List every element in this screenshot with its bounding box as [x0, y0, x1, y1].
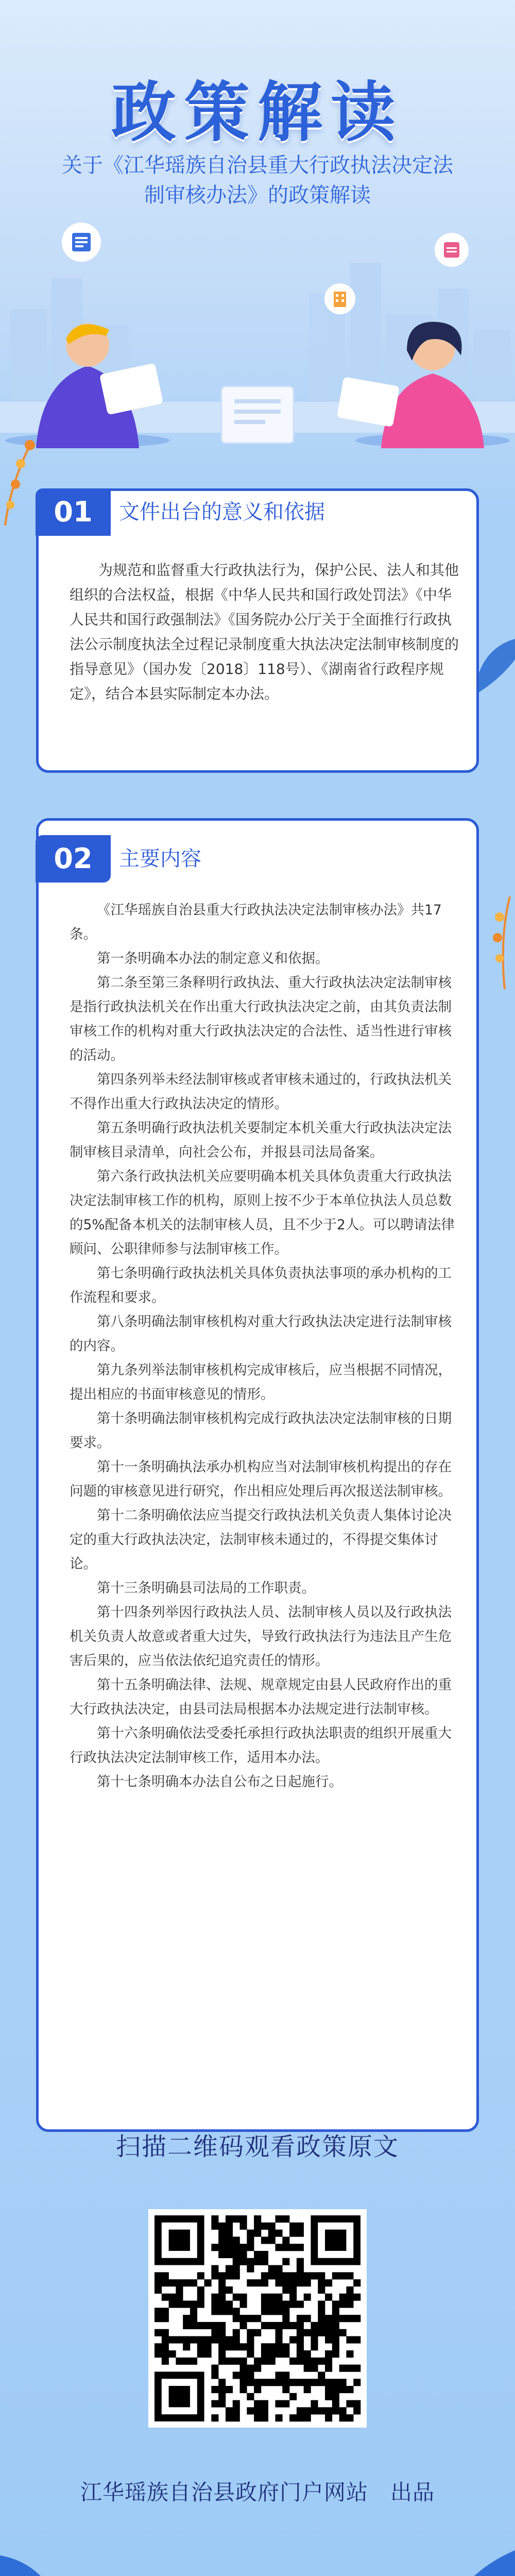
content-paragraph: 第七条明确行政执法机关具体负责执法事项的承办机构的工作流程和要求。	[70, 1265, 452, 1306]
footer-credit: 江华瑶族自治县政府门户网站 出品	[80, 2480, 435, 2505]
section-card-1	[36, 488, 479, 773]
content-paragraph: 第十二条明确依法应当提交行政执法机关负责人集体讨论决定的重大行政执法决定，法制审核未通过的，不得提交集体讨论。	[70, 1507, 452, 1572]
content-paragraph: 第十三条明确县司法局的工作职责。	[97, 1580, 315, 1596]
leaf-decoration-right-2	[479, 896, 515, 989]
content-paragraph: 第十六条明确依法受委托承担行政执法职责的组织开展重大行政执法决定法制审核工作，适用本办法。	[70, 1725, 452, 1766]
qr-code-image	[148, 2209, 367, 2428]
content-paragraph: 第八条明确法制审核机构对重大行政执法决定进行法制审核的内容。	[70, 1314, 452, 1354]
content-paragraph: 第十四条列举因行政执法人员、法制审核人员以及行政执法机关负责人故意或者重大过失，导致行政执法行为违法且产生危害后果的，应当依法依纪追究责任的情形。	[70, 1604, 452, 1669]
content-paragraph: 第一条明确本办法的制定意义和依据。	[97, 951, 329, 967]
section-title-1: 文件出台的意义和依据	[119, 500, 325, 524]
content-paragraph: 《江华瑶族自治县重大行政执法决定法制审核办法》共17条。	[70, 902, 442, 942]
scan-qr-label: 扫描二维码观看政策原文	[115, 2132, 399, 2161]
document-icon	[61, 222, 102, 263]
content-paragraph: 第五条明确行政执法机关要制定本机关重大行政执法决定法制审核目录清单，向社会公布，并报县司法局备案。	[70, 1120, 452, 1160]
section-card-2	[36, 818, 479, 2132]
section-body-2	[70, 898, 461, 1794]
content-paragraph: 第十五条明确法律、法规、规章规定由县人民政府作出的重大行政执法决定，由县司法局根据本办法规定进行法制审核。	[70, 1677, 452, 1717]
page-title: 政策解读	[111, 75, 404, 150]
page-subtitle: 关于《江华瑶族自治县重大行政执法决定法制审核办法》的政策解读	[62, 154, 453, 207]
content-paragraph: 第十条明确法制审核机构完成行政执法决定法制审核的日期要求。	[70, 1411, 452, 1451]
section-body-1: 为规范和监督重大行政执法行为，保护公民、法人和其他组织的合法权益，根据《中华人民共和国行政处罚法》《中华人民共和国行政强制法》《国务院办公厅关于全面推行行政执法公示制度执法全过程记录制度重大执法决定法制审核制度的指导意见》（国办发〔2018〕118号）、《湖南省行政程序规定》，结合本县实际制定本办法。	[70, 562, 459, 702]
people-illustration	[0, 278, 515, 448]
qr-code[interactable]	[148, 2209, 367, 2428]
content-paragraph: 第四条列举未经法制审核或者审核未通过的，行政执法机关不得作出重大行政执法决定的情形。	[70, 1072, 452, 1112]
content-paragraph: 第十七条明确本办法自公布之日起施行。	[97, 1774, 342, 1790]
content-paragraph: 第十一条明确执法承办机构应当对法制审核机构提出的存在问题的审核意见进行研究，作出相应处理后再次报送法制审核。	[70, 1459, 452, 1499]
leaf-decoration-bottom-right	[412, 2550, 515, 2576]
calendar-icon	[434, 232, 470, 268]
content-paragraph: 第六条行政执法机关应要明确本机关具体负责重大行政执法决定法制审核工作的机构，原则上按不少于本单位执法人员总数的5%配备本机关的法制审核人员，且不少于2人。可以聘请法律顾问、公职律师参与法制审核工作。	[70, 1168, 455, 1257]
content-paragraph: 第二条至第三条释明行政执法、重大行政执法决定法制审核是指行政执法机关在作出重大行政执法决定之前，由其负责法制审核工作的机构对重大行政执法决定的合法性、适当性进行审核的活动。	[70, 975, 452, 1063]
section-title-2: 主要内容	[119, 847, 201, 871]
content-paragraph: 第九条列举法制审核机构完成审核后，应当根据不同情况，提出相应的书面审核意见的情形。	[70, 1362, 452, 1402]
section-number-2: 02	[36, 835, 111, 883]
leaf-decoration-bottom-left	[0, 2535, 88, 2576]
section-number-1: 01	[36, 488, 111, 536]
